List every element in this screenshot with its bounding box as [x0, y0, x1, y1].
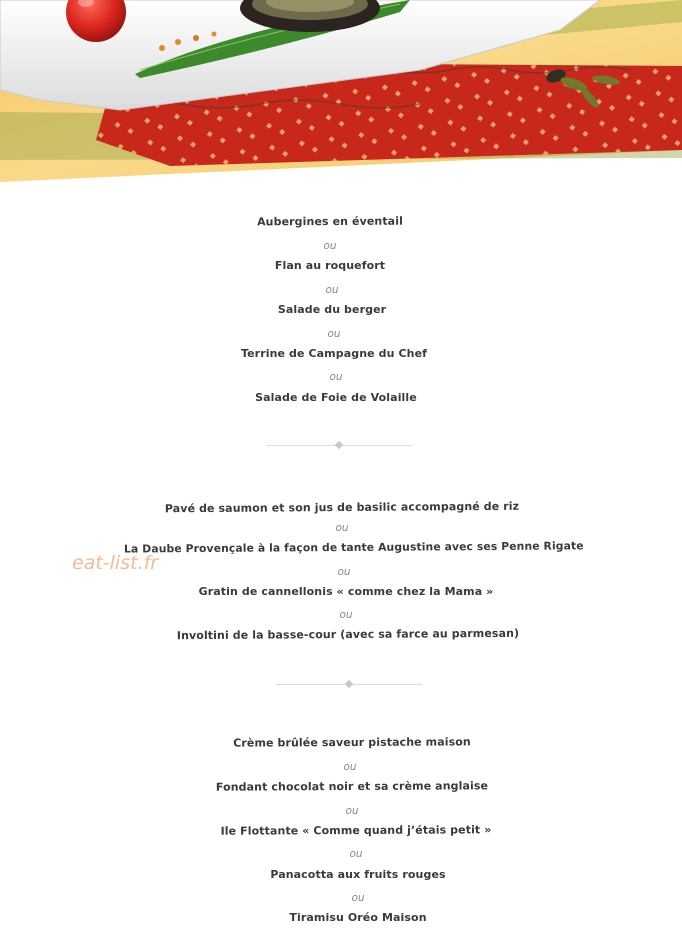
entree-item: Terrine de Campagne du Chef: [240, 347, 428, 360]
dessert-item: Crème brûlée saveur pistache maison: [233, 735, 471, 750]
divider-diamond: [345, 680, 353, 688]
section-divider: [276, 681, 422, 689]
or-separator: ou: [345, 805, 359, 817]
or-separator: ou: [335, 522, 349, 534]
watermark-logo: eat-list.fr: [72, 552, 159, 574]
main-course-item: Pavé de saumon et son jus de basilic accompagné de riz: [164, 499, 520, 516]
or-separator: ou: [337, 566, 351, 578]
dessert-item: Ile Flottante « Comme quand j’étais petit »: [220, 823, 492, 838]
section-divider: [266, 442, 412, 450]
main-course-item: La Daube Provençale à la façon de tante Augustine avec ses Penne Rigate: [123, 539, 584, 556]
or-separator: ou: [343, 761, 357, 773]
divider-diamond: [335, 441, 343, 449]
or-separator: ou: [323, 240, 337, 252]
dessert-item: Tiramisu Oréo Maison: [289, 911, 427, 924]
main-course-item: Involtini de la basse-cour (avec sa farce au parmesan): [176, 626, 520, 643]
dessert-item: Fondant chocolat noir et sa crème anglaise: [215, 779, 489, 794]
dessert-item: Panacotta aux fruits rouges: [270, 868, 446, 881]
entree-item: Salade du berger: [277, 303, 387, 316]
or-separator: ou: [327, 328, 341, 340]
or-separator: ou: [351, 892, 365, 904]
main-course-item: Gratin de cannellonis « comme chez la Mama »: [198, 585, 494, 598]
or-separator: ou: [349, 848, 363, 860]
or-separator: ou: [329, 371, 343, 383]
entree-item: Salade de Foie de Volaille: [255, 391, 417, 404]
entree-item: Aubergines en éventail: [257, 214, 403, 229]
or-separator: ou: [339, 609, 353, 621]
entree-item: Flan au roquefort: [274, 259, 386, 272]
or-separator: ou: [325, 284, 339, 296]
